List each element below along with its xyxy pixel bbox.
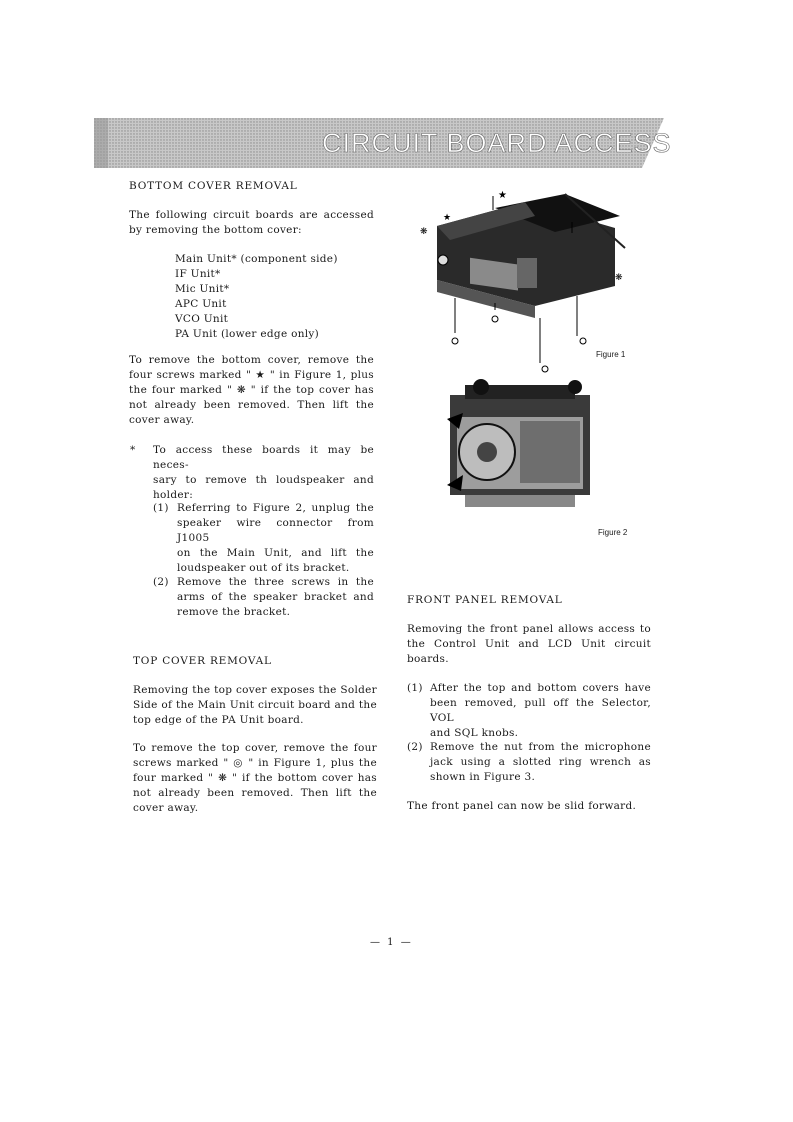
text-line: speaker wire connector from J1005	[177, 517, 374, 544]
speaker-note	[153, 443, 374, 503]
list-item: Mic Unit*	[175, 283, 230, 295]
text-line: not already been removed. Then lift the	[133, 787, 377, 799]
text-line: screws marked " ◎ " in Figure 1, plus the	[133, 757, 377, 769]
text-line: cover away.	[133, 802, 199, 814]
text-line: holder:	[153, 489, 194, 501]
step-number: (2)	[153, 576, 169, 588]
front-panel-heading: FRONT PANEL REMOVAL	[407, 594, 563, 606]
text-line: shown in Figure 3.	[430, 771, 536, 783]
text-line: To remove the top cover, remove the four	[133, 742, 377, 754]
text-line: by removing the bottom cover:	[129, 224, 302, 236]
text-line: The following circuit boards are accessed	[129, 209, 374, 221]
bottom-cover-removal-text	[129, 353, 374, 428]
text-line: the Control Unit and LCD Unit circuit	[407, 638, 651, 650]
text-line: remove the bracket.	[177, 606, 291, 618]
speaker-step-1	[177, 501, 374, 576]
text-line: four screws marked " ★ " in Figure 1, plus	[129, 369, 374, 381]
list-item: PA Unit (lower edge only)	[175, 328, 320, 340]
text-line: and SQL knobs.	[430, 727, 519, 739]
text-line: Remove the nut from the microphone	[430, 741, 651, 753]
list-item: IF Unit*	[175, 268, 221, 280]
list-item: APC Unit	[175, 298, 227, 310]
bottom-cover-intro	[129, 208, 374, 238]
speaker-step-2	[177, 575, 374, 620]
text-line: sary to remove th loudspeaker and	[153, 474, 374, 486]
unit-list	[175, 252, 338, 342]
text-line: cover away.	[129, 414, 195, 426]
svg-text:❋: ❋	[420, 227, 428, 237]
text-line: been removed, pull off the Selector, VOL	[430, 697, 651, 724]
step-number: (2)	[407, 741, 423, 753]
text-line: not already been removed. Then lift the	[129, 399, 374, 411]
figure-2-photo	[445, 375, 595, 515]
step-number: (1)	[153, 502, 169, 514]
text-line: Removing the top cover exposes the Solder	[133, 684, 377, 696]
page-number: — 1 —	[370, 937, 413, 948]
svg-text:★: ★	[443, 213, 452, 223]
list-item: Main Unit* (component side)	[175, 253, 338, 265]
svg-text:★: ★	[498, 190, 507, 201]
front-panel-closing: The front panel can now be slid forward.	[407, 800, 637, 812]
step-number: (1)	[407, 682, 423, 694]
top-cover-intro	[133, 683, 377, 728]
text-line: arms of the speaker bracket and	[177, 591, 374, 603]
list-item: VCO Unit	[175, 313, 229, 325]
top-cover-removal-text	[133, 741, 377, 816]
text-line: Referring to Figure 2, unplug the	[177, 502, 374, 514]
text-line: Side of the Main Unit circuit board and the	[133, 699, 377, 711]
text-line: jack using a slotted ring wrench as	[430, 756, 651, 768]
text-line: on the Main Unit, and lift the	[177, 547, 374, 559]
text-line: the four marked " ❋ " if the top cover has	[129, 384, 374, 396]
front-panel-intro	[407, 622, 651, 667]
text-line: To remove the bottom cover, remove the	[129, 354, 374, 366]
bottom-cover-heading: BOTTOM COVER REMOVAL	[129, 180, 298, 192]
text-line: loudspeaker out of its bracket.	[177, 562, 350, 574]
text-line: Removing the front panel allows access to	[407, 623, 651, 635]
text-line: To access these boards it may be neces-	[153, 444, 374, 471]
top-cover-heading: TOP COVER REMOVAL	[133, 655, 272, 667]
text-line: boards.	[407, 653, 449, 665]
text-line: top edge of the PA Unit board.	[133, 714, 304, 726]
text-line: four marked " ❋ " if the bottom cover has	[133, 772, 377, 784]
page-title: CIRCUIT BOARD ACCESS	[322, 128, 672, 158]
text-line: After the top and bottom covers have	[430, 682, 651, 694]
svg-text:❋: ❋	[615, 273, 623, 283]
text-line: Remove the three screws in the	[177, 576, 374, 588]
note-asterisk: *	[130, 444, 136, 456]
front-panel-step-1	[430, 681, 651, 741]
figure-1-photo	[415, 188, 630, 373]
figure-1-caption: Figure 1	[596, 350, 626, 359]
figure-2-caption: Figure 2	[598, 528, 628, 537]
front-panel-step-2	[430, 740, 651, 785]
